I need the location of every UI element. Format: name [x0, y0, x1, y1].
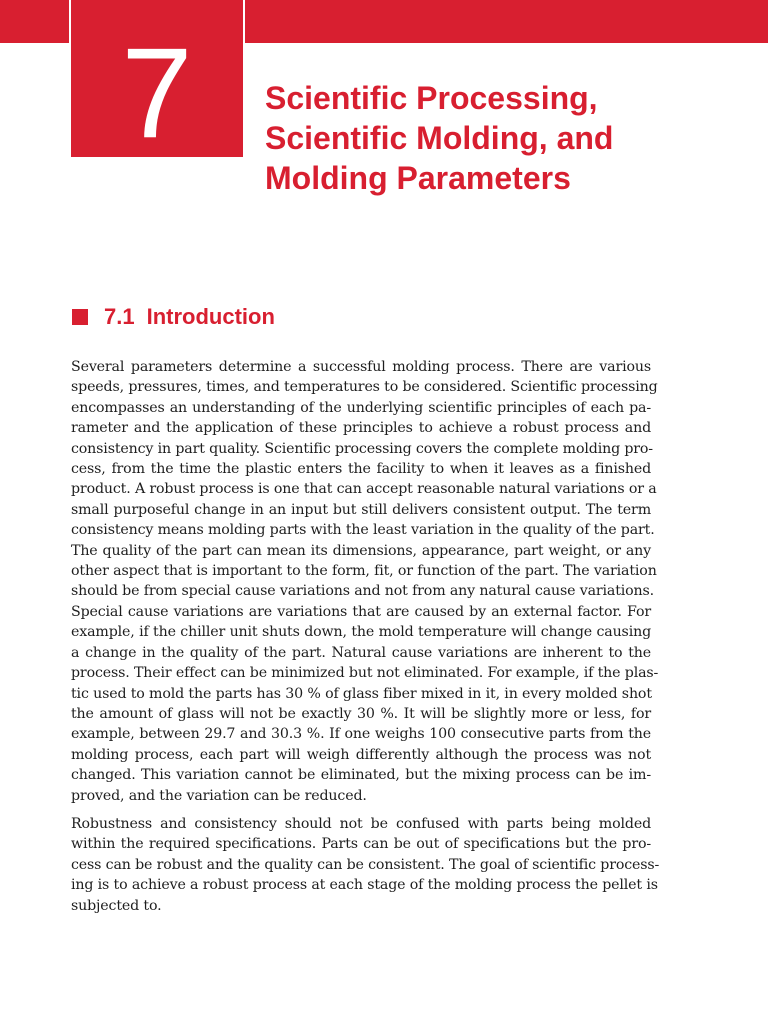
chapter-number: 7 [121, 22, 193, 165]
text-line: speeds, pressures, times, and temperatures to be considered. Scientific processing [71, 379, 658, 396]
text-line: process. Their effect can be minimized but not eliminated. For example, if the plas- [71, 665, 659, 682]
text-line: a change in the quality of the part. Natural cause variations are inherent to the [71, 644, 651, 661]
text-line: ing is to achieve a robust process at each stage of the molding process the pellet is [71, 877, 658, 894]
chapter-title-line: Molding Parameters [265, 160, 571, 196]
text-line: other aspect that is important to the form, fit, or function of the part. The variation [71, 563, 657, 580]
paragraph [71, 814, 660, 916]
chapter-title [265, 78, 745, 198]
text-line: cess, from the time the plastic enters the facility to when it leaves as a finished [71, 461, 651, 478]
text-line: Special cause variations are variations that are caused by an external factor. For [71, 603, 651, 620]
text-line: small purposeful change in an input but still delivers consistent output. The term [71, 501, 651, 518]
text-line: the amount of glass will not be exactly 30 %. It will be slightly more or less, for [71, 705, 651, 722]
text-line: proved, and the variation can be reduced. [71, 787, 367, 804]
body-text [71, 357, 660, 924]
text-line: cess can be robust and the quality can be consistent. The goal of scientific process- [71, 856, 660, 873]
text-line: The quality of the part can mean its dimensions, appearance, part weight, or any [71, 542, 651, 559]
section-title: Introduction [146, 304, 275, 329]
text-line: encompasses an understanding of the underlying scientific principles of each pa- [71, 399, 651, 416]
text-line: rameter and the application of these principles to achieve a robust process and [71, 420, 651, 437]
chapter-title-line: Scientific Processing, [265, 80, 598, 116]
section-heading [72, 302, 275, 332]
text-line: example, between 29.7 and 30.3 %. If one weighs 100 consecutive parts from the [71, 726, 651, 743]
text-line: molding process, each part will weigh differently although the process was not [71, 746, 651, 763]
chapter-number-box [71, 0, 243, 165]
section-number: 7.1 [104, 304, 135, 329]
text-line: example, if the chiller unit shuts down, the mold temperature will change causing [71, 624, 651, 641]
text-line: consistency in part quality. Scientific processing covers the complete molding pro- [71, 440, 653, 457]
text-line: product. A robust process is one that can accept reasonable natural variations or a [71, 481, 657, 498]
text-line: Robustness and consistency should not be confused with parts being molded [71, 815, 651, 832]
text-line: within the required specifications. Parts can be out of specifications but the pro- [71, 836, 651, 853]
text-line: should be from special cause variations and not from any natural cause variations. [71, 583, 655, 600]
text-line: tic used to mold the parts has 30 % of glass fiber mixed in it, in every molded shot [71, 685, 652, 702]
text-line: changed. This variation cannot be eliminated, but the mixing process can be im- [71, 767, 651, 784]
paragraph [71, 357, 659, 806]
text-line: subjected to. [71, 897, 162, 914]
text-line: Several parameters determine a successful molding process. There are various [71, 359, 651, 375]
text-line: consistency means molding parts with the least variation in the quality of the part. [71, 522, 655, 539]
chapter-title-line: Scientific Molding, and [265, 120, 614, 156]
section-bullet-icon [72, 309, 88, 325]
